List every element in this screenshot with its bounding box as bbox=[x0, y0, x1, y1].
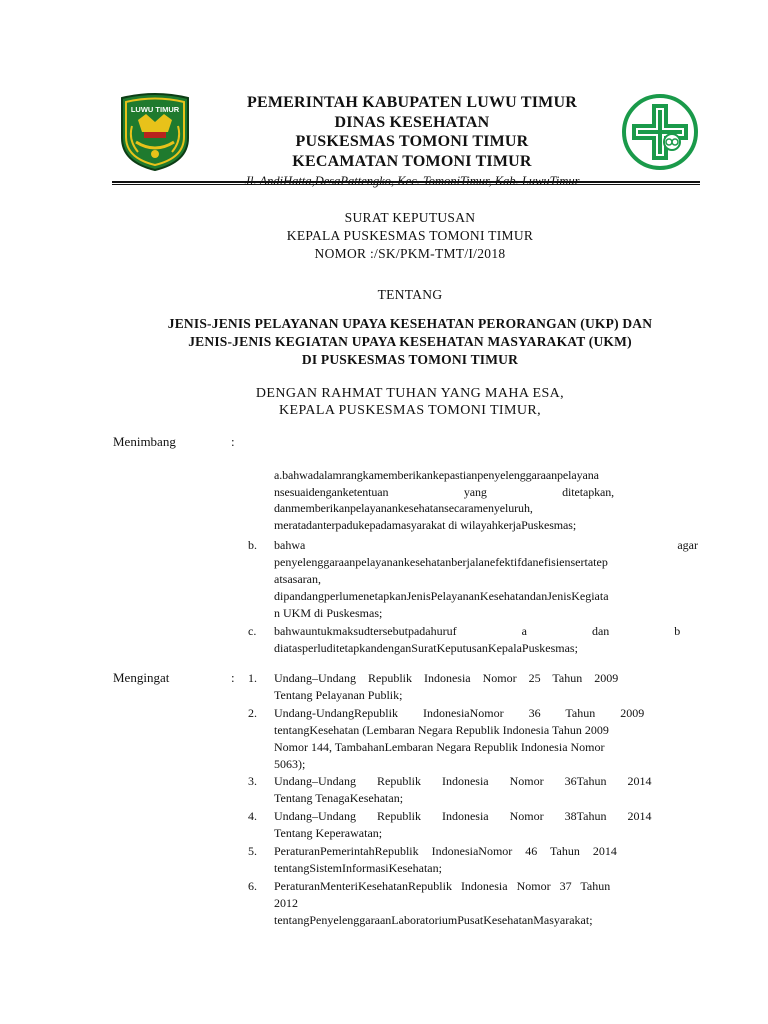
decree-issuer: KEPALA PUSKESMAS TOMONI TIMUR bbox=[286, 228, 534, 243]
mengingat-item bbox=[248, 773, 698, 807]
item-marker: 6. bbox=[248, 879, 257, 893]
mengingat-item bbox=[248, 705, 698, 773]
regency-crest-icon bbox=[118, 92, 192, 172]
item-line: tentangKesehatan (Lembaran Negara Republik Indonesia Tahun 2009 bbox=[274, 723, 609, 737]
mengingat-item bbox=[248, 878, 698, 929]
menimbang-colon: : bbox=[231, 434, 235, 449]
mengingat-label: Mengingat bbox=[113, 670, 170, 685]
menimbang-point-c bbox=[248, 623, 698, 657]
item-line: Undang–Undang Republik Indonesia Nomor 36Tahun 2014 bbox=[274, 774, 652, 788]
point-a-line: meratadanterpadukepadamasyarakat di wilayahkerjaPuskesmas; bbox=[274, 517, 577, 532]
mengingat-colon: : bbox=[231, 670, 235, 685]
letterhead-agency: DINAS KESEHATAN bbox=[334, 113, 490, 131]
blessing-line: KEPALA PUSKESMAS TOMONI TIMUR, bbox=[279, 403, 541, 418]
point-c-line: diatasperluditetapkandenganSuratKeputusanKepalaPuskesmas; bbox=[274, 641, 578, 655]
point-c-line: bahwauntukmaksudtersebutpadahuruf a dan b bbox=[274, 624, 681, 638]
menimbang-label: Menimbang bbox=[113, 434, 176, 449]
item-marker: 5. bbox=[248, 844, 257, 858]
item-line: Nomor 144, TambahanLembaran Negara Republik Indonesia Nomor bbox=[274, 740, 605, 754]
item-line: Tentang Keperawatan; bbox=[274, 826, 383, 840]
point-b-line: dipandangperlumenetapkanJenisPelayananKesehatandanJenisKegiata bbox=[274, 589, 609, 603]
item-line: PeraturanPemerintahRepublik IndonesiaNomor 46 Tahun 2014 bbox=[274, 844, 617, 858]
item-line: tentangSistemInformasiKesehatan; bbox=[274, 861, 442, 875]
letterhead-rule-thin bbox=[112, 184, 700, 185]
mengingat-item bbox=[248, 670, 698, 704]
mengingat-item bbox=[248, 843, 698, 877]
subject-line: JENIS-JENIS KEGIATAN UPAYA KESEHATAN MASYARAKAT (UKM) bbox=[188, 334, 632, 349]
crest-label: LUWU TIMUR bbox=[130, 105, 180, 114]
point-b-line: bahwa agar bbox=[274, 538, 698, 552]
decree-number: NOMOR :/SK/PKM-TMT/I/2018 bbox=[314, 246, 506, 261]
point-marker: c. bbox=[248, 624, 257, 638]
point-b-line: atsasaran, bbox=[274, 572, 321, 586]
item-line: Tentang Pelayanan Publik; bbox=[274, 688, 403, 702]
point-b-line: penyelenggaraanpelayanankesehatanberjalanefektifdanefisiensertatep bbox=[274, 555, 608, 569]
item-line: tentangPenyelenggaraanLaboratoriumPusatKesehatanMasyarakat; bbox=[274, 913, 593, 927]
letterhead-rule-thick bbox=[112, 181, 700, 183]
point-marker: b. bbox=[248, 538, 257, 552]
item-line: PeraturanMenteriKesehatanRepublik Indonesia Nomor 37 Tahun bbox=[274, 879, 611, 893]
item-line: Undang–Undang Republik Indonesia Nomor 38Tahun 2014 bbox=[274, 809, 652, 823]
item-marker: 1. bbox=[248, 671, 257, 685]
decree-about: TENTANG bbox=[377, 287, 443, 302]
item-line: Undang-UndangRepublik IndonesiaNomor 36 Tahun 2009 bbox=[274, 706, 645, 720]
point-b-line: n UKM di Puskesmas; bbox=[274, 606, 383, 620]
item-line: 5063); bbox=[274, 757, 306, 771]
subject-line: DI PUSKESMAS TOMONI TIMUR bbox=[301, 352, 519, 367]
letterhead-district: KECAMATAN TOMONI TIMUR bbox=[292, 152, 532, 170]
subject-line: JENIS-JENIS PELAYANAN UPAYA KESEHATAN PERORANGAN (UKP) DAN bbox=[167, 316, 653, 331]
letterhead-puskesmas: PUSKESMAS TOMONI TIMUR bbox=[295, 133, 529, 150]
item-line: Tentang TenagaKesehatan; bbox=[274, 791, 404, 805]
item-line: Undang–Undang Republik Indonesia Nomor 25 Tahun 2009 bbox=[274, 671, 619, 685]
menimbang-point-a bbox=[274, 467, 697, 533]
mengingat-item bbox=[248, 808, 698, 842]
blessing-line: DENGAN RAHMAT TUHAN YANG MAHA ESA, bbox=[255, 386, 565, 401]
item-marker: 2. bbox=[248, 706, 257, 720]
letterhead-government: PEMERINTAH KABUPATEN LUWU TIMUR bbox=[247, 94, 577, 111]
item-marker: 3. bbox=[248, 774, 257, 788]
letterhead bbox=[200, 93, 624, 189]
item-line: 2012 bbox=[274, 896, 298, 910]
point-a-line: a.bahwadalamrangkamemberikankepastianpenyelenggaraanpelayana bbox=[274, 468, 599, 482]
decree-title: SURAT KEPUTUSAN bbox=[344, 210, 476, 225]
point-a-line: nsesuaidenganketentuan yang ditetapkan, bbox=[274, 484, 615, 499]
point-a-line: danmemberikanpelayanankesehatansecaramenyeluruh, bbox=[274, 501, 533, 515]
item-marker: 4. bbox=[248, 809, 257, 823]
puskesmas-green-cross-icon bbox=[620, 92, 700, 172]
menimbang-point-b bbox=[248, 537, 698, 622]
